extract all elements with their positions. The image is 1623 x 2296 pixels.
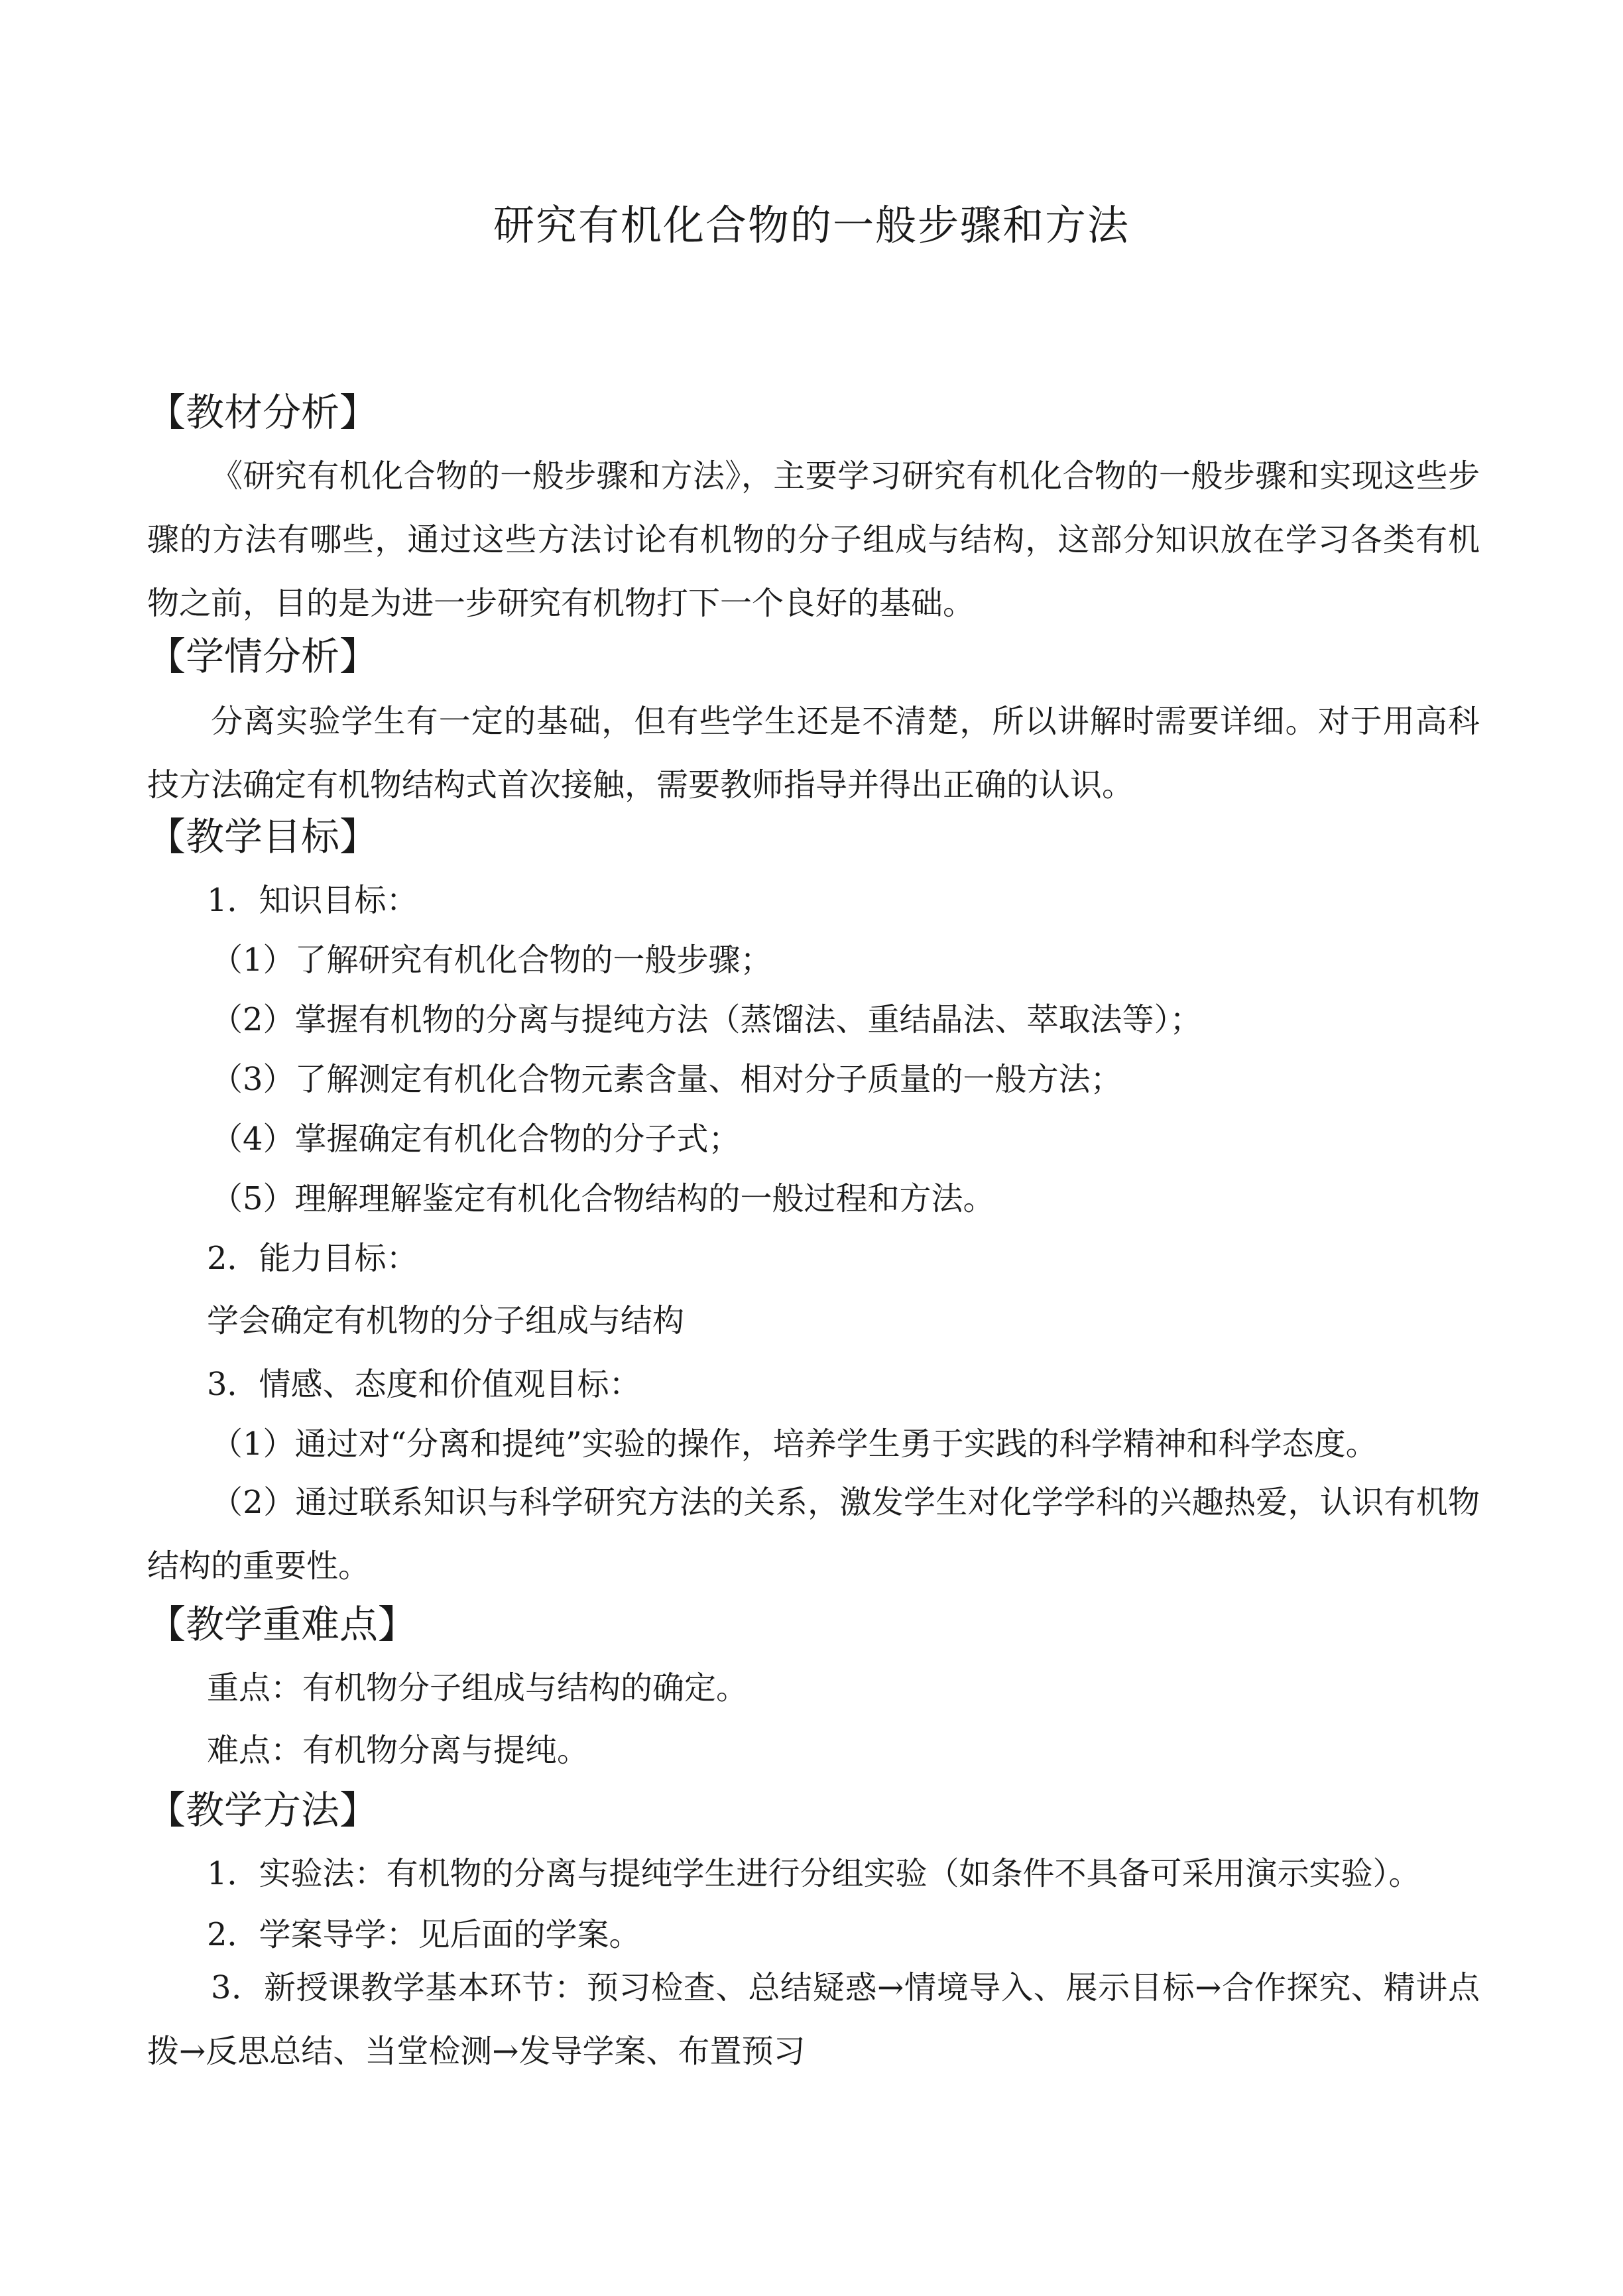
key-point-focus: 重点：有机物分子组成与结构的确定。 xyxy=(207,1669,749,1707)
emotion-goal-item: （2）通过联系知识与科学研究方法的关系，激发学生对化学学科的兴趣热爱，认识有机物结构的重要性。 xyxy=(147,1484,1480,1585)
knowledge-goal-item: （3）了解测定有机化合物元素含量、相对分子质量的一般方法； xyxy=(211,1061,1122,1098)
method-item: 1．实验法：有机物的分离与提纯学生进行分组实验（如条件不具备可采用演示实验）。 xyxy=(207,1855,1421,1892)
document-title: 研究有机化合物的一般步骤和方法 xyxy=(493,201,1130,249)
method-item: 3．新授课教学基本环节：预习检查、总结疑惑→情境导入、展示目标→合作探究、精讲点拨→反思总结、当堂检测→发导学案、布置预习 xyxy=(147,1969,1480,2070)
heading-teaching-methods: 【教学方法】 xyxy=(147,1787,379,1833)
heading-teaching-goals: 【教学目标】 xyxy=(147,814,379,859)
key-point-difficulty: 难点：有机物分离与提纯。 xyxy=(207,1732,589,1769)
emotion-goal-item: （1）通过对“分离和提纯”实验的操作，培养学生勇于实践的科学精神和科学态度。 xyxy=(211,1425,1378,1463)
method-item: 2．学案导学：见后面的学案。 xyxy=(207,1916,641,1953)
ability-goals-text: 学会确定有机物的分子组成与结构 xyxy=(207,1302,685,1339)
heading-textbook-analysis: 【教材分析】 xyxy=(147,390,379,435)
knowledge-goal-item: （1）了解研究有机化合物的一般步骤； xyxy=(211,941,772,979)
knowledge-goal-item: （2）掌握有机物的分离与提纯方法（蒸馏法、重结晶法、萃取法等）； xyxy=(211,1001,1202,1038)
emotion-goals-label: 3．情感、态度和价值观目标： xyxy=(207,1366,641,1403)
ability-goals-label: 2．能力目标： xyxy=(207,1240,418,1277)
textbook-analysis-paragraph: 《研究有机化合物的一般步骤和方法》，主要学习研究有机化合物的一般步骤和实现这些步骤的方法有哪些，通过这些方法讨论有机物的分子组成与结构，这部分知识放在学习各类有机物之前，目的是为进一步研究有机物打下一个良好的基础。 xyxy=(147,457,1480,622)
knowledge-goals-label: 1．知识目标： xyxy=(207,882,418,919)
heading-student-analysis: 【学情分析】 xyxy=(147,634,379,679)
heading-key-points: 【教学重难点】 xyxy=(147,1602,417,1647)
knowledge-goal-item: （5）理解理解鉴定有机化合物结构的一般过程和方法。 xyxy=(211,1180,995,1217)
knowledge-goal-item: （4）掌握确定有机化合物的分子式； xyxy=(211,1120,741,1158)
student-analysis-paragraph: 分离实验学生有一定的基础，但有些学生还是不清楚，所以讲解时需要详细。对于用高科技方法确定有机物结构式首次接触，需要教师指导并得出正确的认识。 xyxy=(147,703,1480,804)
